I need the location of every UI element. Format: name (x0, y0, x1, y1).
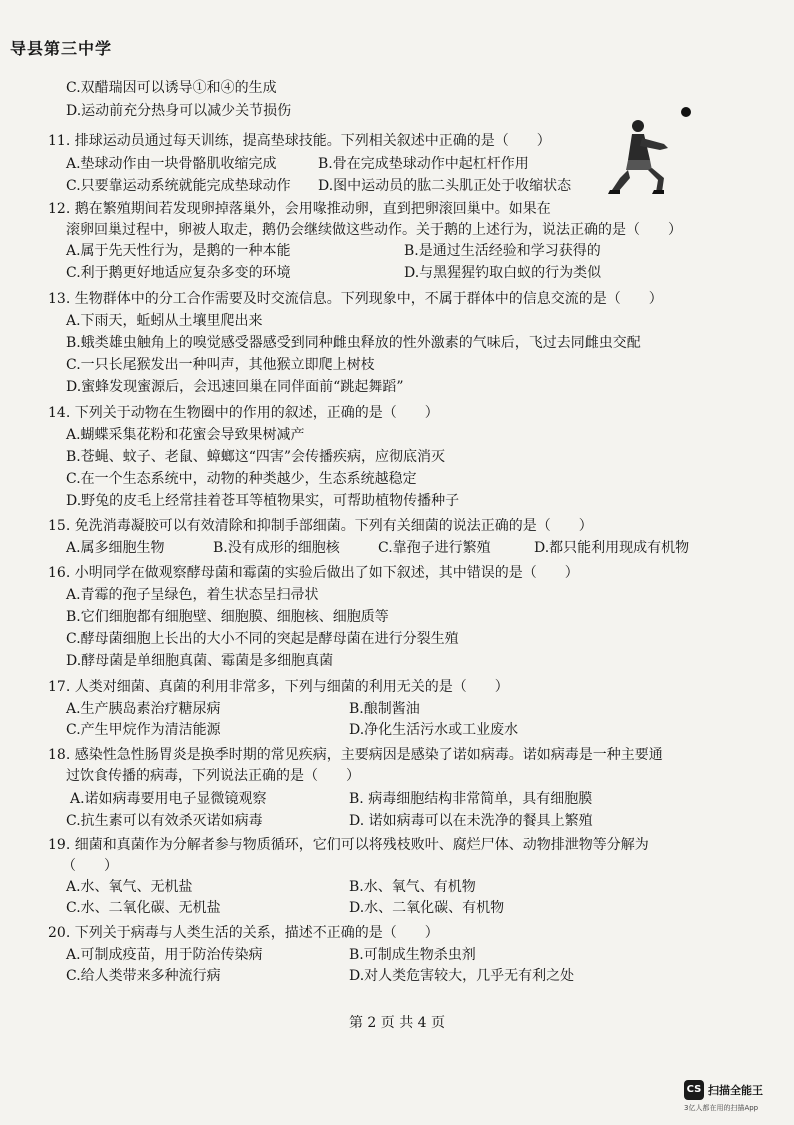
page-number: 第 2 页 共 4 页 (348, 1015, 446, 1031)
q19-stem-line1: 19. 细菌和真菌作为分解者参与物质循环，它们可以将残枝败叶、腐烂尸体、动物排泄物等分解为 (48, 837, 649, 853)
scanner-app-name: 扫描全能王 (708, 1084, 763, 1097)
q15-option-d: D.都只能利用现成有机物 (534, 540, 690, 556)
scanner-watermark (684, 1080, 784, 1120)
q19-option-d: D.水、二氧化碳、有机物 (349, 900, 505, 916)
q10-option-c: C.双醋瑞因可以诱导①和④的生成 (66, 80, 277, 96)
scanner-logo-icon: CS (684, 1080, 704, 1100)
q12-option-c: C.利于鹅更好地适应复杂多变的环境 (66, 265, 291, 281)
q20-option-b: B.可制成生物杀虫剂 (349, 947, 476, 963)
q11-option-a: A.垫球动作由一块骨骼肌收缩完成 (66, 156, 277, 172)
q14-option-b: B.苍蝇、蚊子、老鼠、蟑螂这“四害”会传播疾病，应彻底消灭 (66, 449, 446, 465)
q16-option-a: A.青霉的孢子呈绿色，着生状态呈扫帚状 (66, 587, 319, 603)
q15-stem: 15. 免洗消毒凝胶可以有效清除和抑制手部细菌。下列有关细菌的说法正确的是（ ） (48, 518, 593, 534)
school-name: 县第三中学 (27, 39, 113, 58)
q15-option-b: B.没有成形的细胞核 (213, 540, 340, 556)
q17-option-c: C.产生甲烷作为清洁能源 (66, 722, 221, 738)
q12-option-b: B.是通过生活经验和学习获得的 (404, 243, 601, 259)
q12-option-d: D.与黑猩猩钓取白蚁的行为类似 (404, 265, 602, 281)
q18-option-b: B. 病毒细胞结构非常简单，具有细胞膜 (349, 791, 593, 807)
q19-option-c: C.水、二氧化碳、无机盐 (66, 900, 221, 916)
q14-option-d: D.野兔的皮毛上经常挂着苍耳等植物果实，可帮助植物传播种子 (66, 493, 460, 509)
q12-stem-line2: 滚卵回巢过程中，卵被人取走，鹅仍会继续做这些动作。关于鹅的上述行为，说法正确的是（ ） (66, 222, 682, 238)
q14-option-a: A.蝴蝶采集花粉和花蜜会导致果树减产 (66, 427, 305, 443)
q18-option-d: D. 诺如病毒可以在未洗净的餐具上繁殖 (349, 813, 593, 829)
q12-stem-line1: 12. 鹅在繁殖期间若发现卵掉落巢外，会用喙推动卵，直到把卵滚回巢中。如果在 (48, 201, 551, 217)
q18-option-a: A.诺如病毒要用电子显微镜观察 (70, 791, 267, 807)
q17-option-b: B.酿制酱油 (349, 701, 420, 717)
q16-option-c: C.酵母菌细胞上长出的大小不同的突起是酵母菌在进行分裂生殖 (66, 631, 459, 647)
q16-option-b: B.它们细胞都有细胞壁、细胞膜、细胞核、细胞质等 (66, 609, 389, 625)
q16-stem: 16. 小明同学在做观察酵母菌和霉菌的实验后做出了如下叙述，其中错误的是（ ） (48, 565, 579, 581)
q16-option-d: D.酵母菌是单细胞真菌、霉菌是多细胞真菌 (66, 653, 334, 669)
q13-option-d: D.蜜蜂发现蜜源后，会迅速回巢在同伴面前“跳起舞蹈” (66, 379, 404, 395)
q20-option-d: D.对人类危害较大，几乎无有利之处 (349, 968, 575, 984)
q20-option-a: A.可制成疫苗，用于防治传染病 (66, 947, 263, 963)
q15-option-c: C.靠孢子进行繁殖 (378, 540, 491, 556)
q20-option-c: C.给人类带来多种流行病 (66, 968, 221, 984)
q14-stem: 14. 下列关于动物在生物圈中的作用的叙述，正确的是（ ） (48, 405, 439, 421)
q17-option-a: A.生产胰岛素治疗糖尿病 (66, 701, 221, 717)
q15-option-a: A.属多细胞生物 (66, 540, 165, 556)
q13-option-b: B.蛾类雄虫触角上的嗅觉感受器感受到同种雌虫释放的性外激素的气味后，飞过去同雌虫交配 (66, 335, 641, 351)
q11-option-c: C.只要靠运动系统就能完成垫球动作 (66, 178, 291, 194)
q19-option-a: A.水、氧气、无机盐 (66, 879, 193, 895)
q19-option-b: B.水、氧气、有机物 (349, 879, 476, 895)
q13-option-c: C.一只长尾猴发出一种叫声，其他猴立即爬上树枝 (66, 357, 375, 373)
q17-stem: 17. 人类对细菌、真菌的利用非常多，下列与细菌的利用无关的是（ ） (48, 679, 509, 695)
q17-option-d: D.净化生活污水或工业废水 (349, 722, 519, 738)
q20-stem: 20. 下列关于病毒与人类生活的关系，描述不正确的是（ ） (48, 925, 439, 941)
q18-option-c: C.抗生素可以有效杀灭诺如病毒 (66, 813, 263, 829)
q19-stem-line2: （ ） (62, 858, 118, 874)
q11-stem: 11. 排球运动员通过每天训练，提高垫球技能。下列相关叙述中正确的是（ ） (48, 133, 551, 149)
q13-stem: 13. 生物群体中的分工合作需要及时交流信息。下列现象中，不属于群体中的信息交流的是（ ） (48, 291, 663, 307)
q18-stem-line2: 过饮食传播的病毒，下列说法正确的是（ ） (66, 768, 360, 784)
q10-option-d: D.运动前充分热身可以减少关节损伤 (66, 103, 292, 119)
q14-option-c: C.在一个生态系统中，动物的种类越少，生态系统越稳定 (66, 471, 417, 487)
header-prefix: 导 (10, 39, 28, 58)
q18-stem-line1: 18. 感染性急性肠胃炎是换季时期的常见疾病，主要病因是感染了诺如病毒。诺如病毒是一种主要通 (48, 747, 663, 763)
q13-option-a: A.下雨天，蚯蚓从土壤里爬出来 (66, 313, 263, 329)
school-header (10, 36, 112, 59)
scanner-tagline: 3亿人都在用的扫描App (684, 1104, 759, 1112)
volleyball-player-figure (598, 104, 708, 196)
q11-option-d: D.图中运动员的肱二头肌正处于收缩状态 (318, 178, 572, 194)
q11-option-b: B.骨在完成垫球动作中起杠杆作用 (318, 156, 529, 172)
q12-option-a: A.属于先天性行为，是鹅的一种本能 (66, 243, 291, 259)
